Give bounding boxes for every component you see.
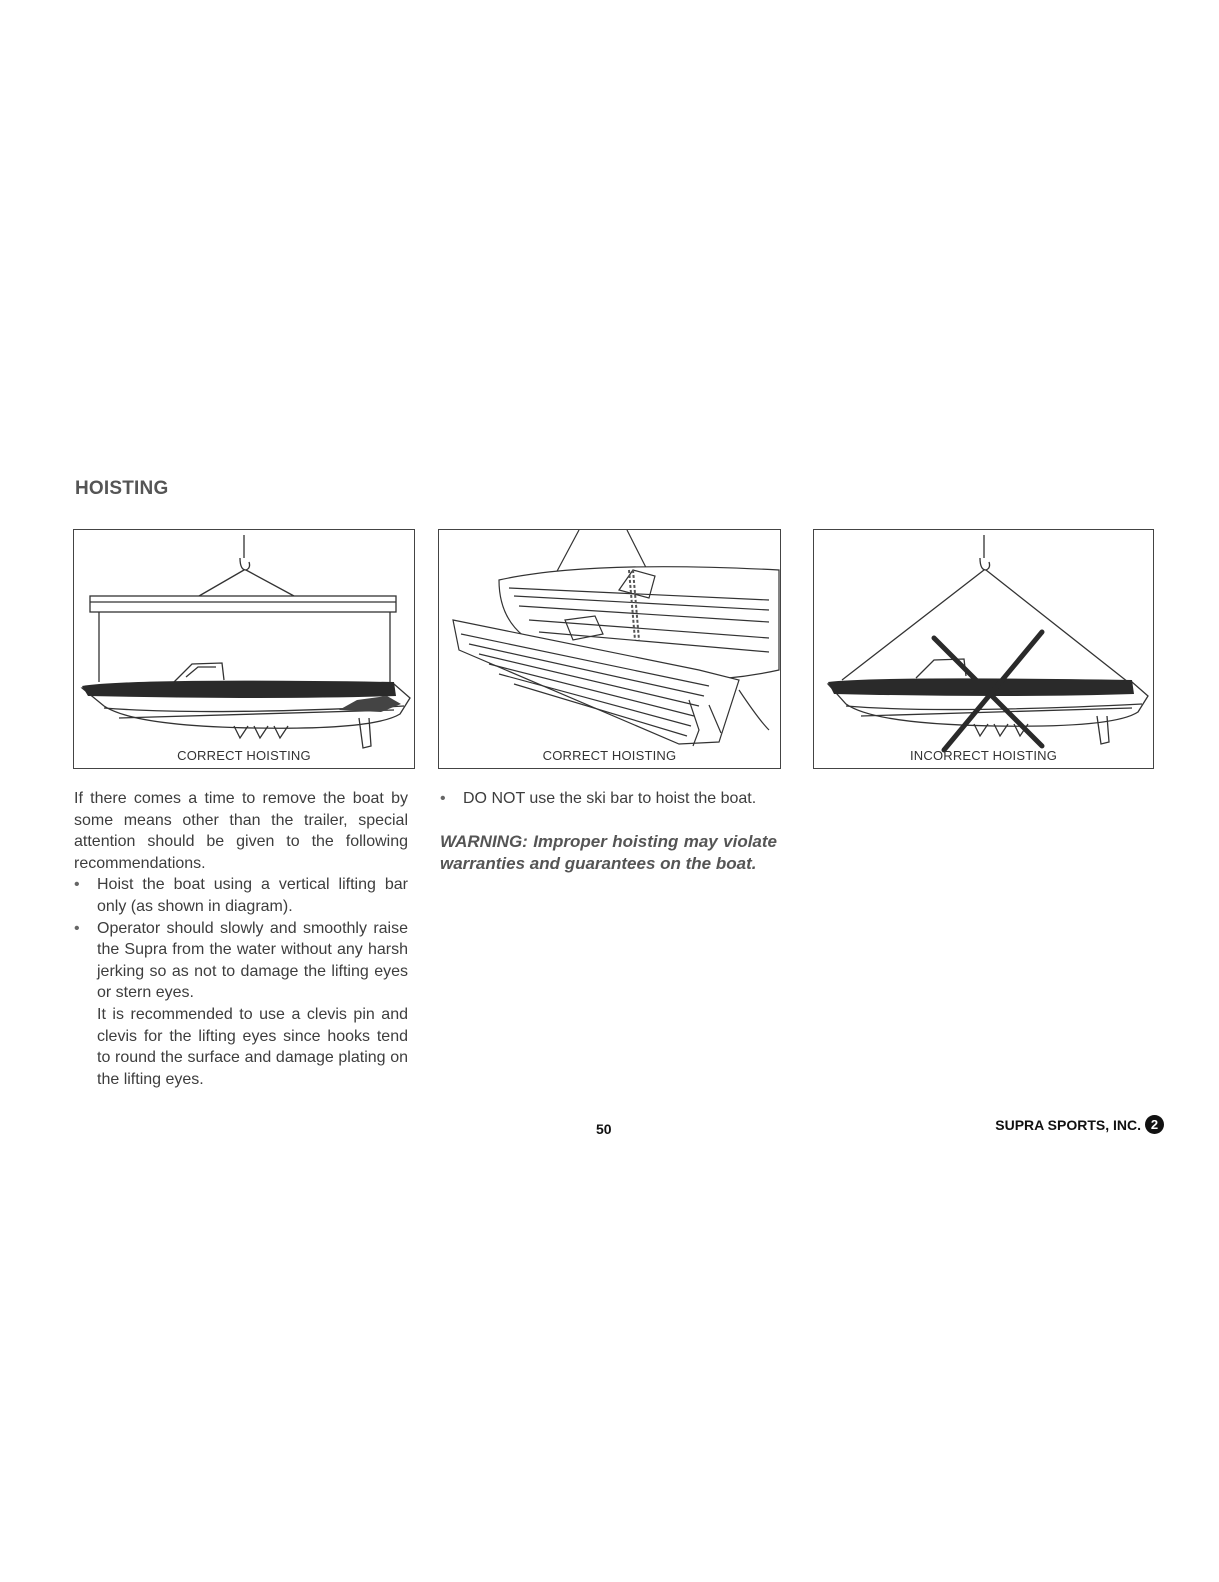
list-item	[440, 788, 777, 810]
intro-paragraph: If there comes a time to remove the boat by some means other than the trailer, special attention should be given to the following recommendations.	[74, 790, 408, 872]
footer-brand	[995, 1115, 1164, 1134]
list-item-text: DO NOT use the ski bar to hoist the boat.	[463, 790, 757, 807]
figure-correct-hoisting-stern	[438, 529, 781, 769]
stern-closeup-illustration	[439, 530, 780, 768]
list-item-text: Hoist the boat using a vertical lifting bar only (as shown in diagram).	[97, 876, 408, 915]
bullet-icon: •	[440, 790, 446, 807]
list-item	[74, 874, 408, 917]
section-heading: HOISTING	[75, 478, 169, 499]
figure-incorrect-hoisting	[813, 529, 1154, 769]
incorrect-hoisting-illustration	[814, 530, 1153, 768]
clevis-note: It is recommended to use a clevis pin and clevis for the lifting eyes since hooks tend to round the surface and damage plating on the lifting eyes.	[97, 1005, 408, 1088]
warning-text: WARNING: Improper hoisting may violate warranties and guarantees on the boat.	[440, 831, 777, 873]
text-column-left	[74, 788, 408, 1090]
brand-name: SUPRA SPORTS, INC.	[995, 1116, 1141, 1133]
boat-bar-illustration	[74, 530, 414, 768]
text-column-middle	[440, 788, 777, 875]
list-item	[74, 918, 408, 1004]
list-item-text: Operator should slowly and smoothly raise the Supra from the water without any harsh jerking so as not to damage the lifting eyes or stern eyes.	[97, 919, 408, 1002]
figure-caption: CORRECT HOISTING	[177, 748, 311, 763]
page-number: 50	[596, 1121, 612, 1137]
figure-correct-hoisting-bar	[73, 529, 415, 769]
section-badge: 2	[1145, 1115, 1164, 1134]
figure-caption: INCORRECT HOISTING	[909, 748, 1058, 763]
figure-caption: CORRECT HOISTING	[542, 748, 677, 763]
bullet-icon: •	[74, 919, 80, 937]
bullet-icon: •	[74, 876, 80, 894]
